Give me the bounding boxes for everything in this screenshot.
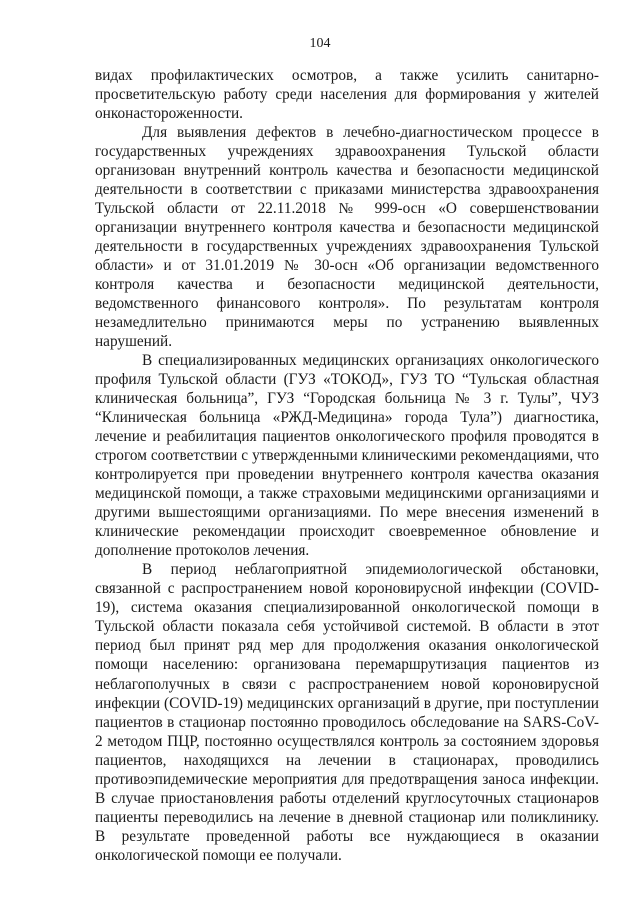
paragraph-2: Для выявления дефектов в лечебно-диагностическом процессе в государственных учреждениях здравоохранения Тульской области организован внутренний контроль качества и безопасности медицинской деятельности в соответствии с приказами министерства здравоохранения Тульской области от 22.11.2018 № 999-осн «О совершенствовании организации внутреннего контроля качества и безопасности медицинской деятельности в государственных учреждениях здравоохранения Тульской области» и от 31.01.2019 № 30-осн «Об организации ведомственного контроля качества и безопасности медицинской деятельности, ведомственного финансового контроля». По результатам контроля незамедлительно принимаются меры по устранению выявленных нарушений. xyxy=(95,124,599,351)
page-number: 104 xyxy=(309,36,331,51)
paragraph-3: В специализированных медицинских организациях онкологического профиля Тульской области (ГУЗ «ТОКОД», ГУЗ ТО “Тульская областная клиническая больница”, ГУЗ “Городская больница № 3 г. Тулы”, ЧУЗ “Клиническая больница «РЖД-Медицина» города Тула”) диагностика, лечение и реабилитация пациентов онкологического профиля проводятся в строгом соответствии с утвержденными клиническими рекомендациями, что контролируется при проведении внутреннего контроля качества оказания медицинской помощи, а также страховыми медицинскими организациями и другими вышестоящими организациями. По мере внесения изменений в клинические рекомендации происходит своевременное обновление и дополнение протоколов лечения. xyxy=(95,352,599,560)
paragraph-1: видах профилактических осмотров, а также усилить санитарно-просветительскую работу среди населения для формирования у жителей онконастороженности. xyxy=(95,67,599,123)
paragraph-4: В период неблагоприятной эпидемиологической обстановки, связанной с распространением новой короновирусной инфекции (COVID-19), система оказания специализированной онкологической помощи в Тульской области показала себя устойчивой системой. В области в этот период был принят ряд мер для продолжения оказания онкологической помощи населению: организована перемаршрутизация пациентов из неблагополучных в связи с распространением новой короновирусной инфекции (COVID-19) медицинских организаций в другие, при поступлении пациентов в стационар постоянно проводилось обследование на SARS-CoV-2 методом ПЦР, постоянно осуществлялся контроль за состоянием здоровья пациентов, находящихся на лечении в стационарах, проводились противоэпидемические мероприятия для предотвращения заноса инфекции. В случае приостановления работы отделений круглосуточных стационаров пациенты переводились на лечение в дневной стационар или поликлинику. В результате проведенной работы все нуждающиеся в оказании онкологической помощи ее получали. xyxy=(95,561,599,864)
body-text xyxy=(95,66,599,865)
